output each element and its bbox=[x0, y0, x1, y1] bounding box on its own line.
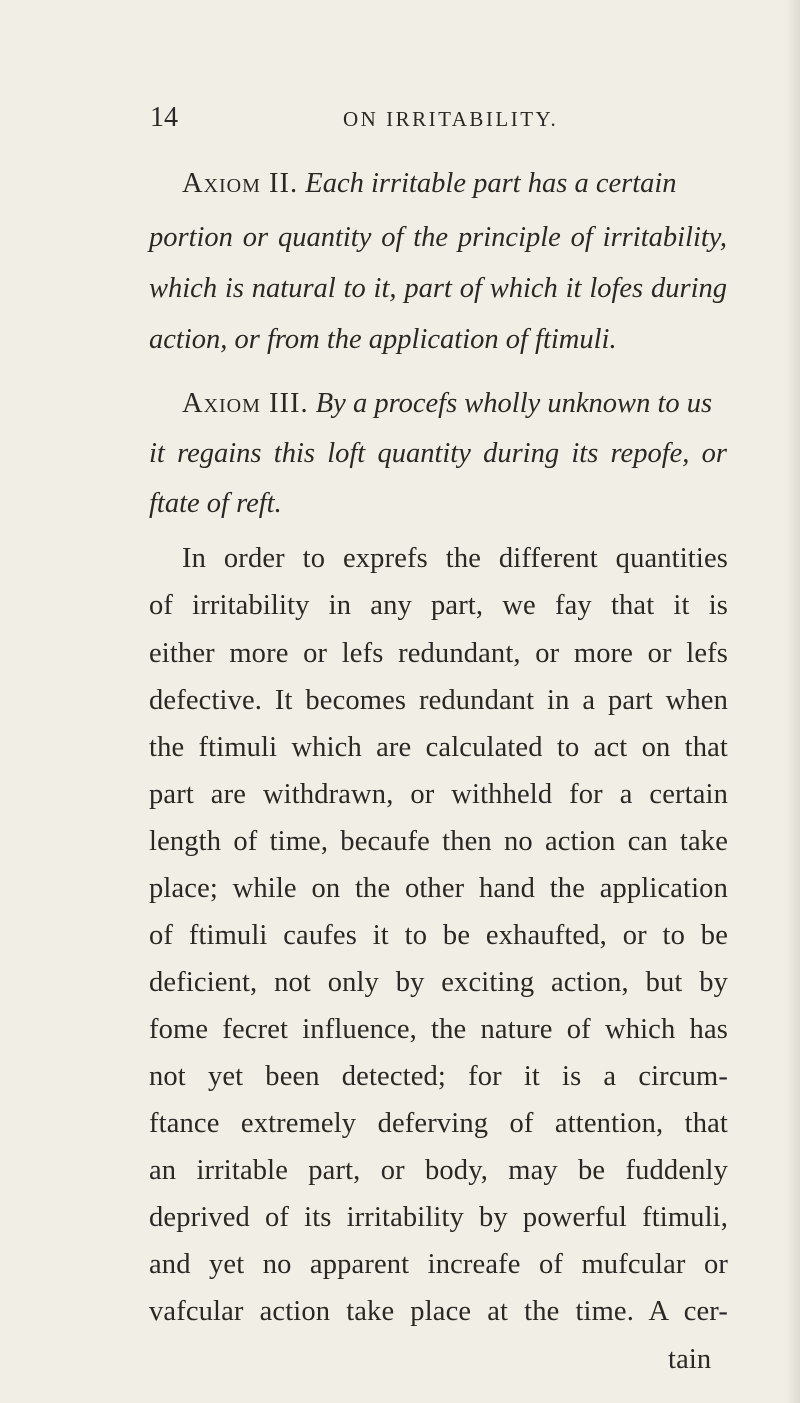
axiom-2-line-4: action, or from the application of ftimuli. bbox=[149, 324, 617, 355]
axiom-2-line-2: portion or quantity of the principle of irritability, bbox=[149, 222, 727, 253]
paragraph-line: ftance extremely deferving of attention, that bbox=[149, 1108, 728, 1139]
axiom-3-line-1 bbox=[182, 384, 712, 424]
paragraph-line: and yet no apparent increafe of mufcular or bbox=[149, 1249, 728, 1280]
paragraph-line: In order to exprefs the different quantities bbox=[182, 543, 728, 574]
paragraph-line: the ftimuli which are calculated to act on that bbox=[149, 732, 728, 763]
axiom-2-line-1 bbox=[182, 164, 677, 204]
paragraph-line: deprived of its irritability by powerful ftimuli, bbox=[149, 1202, 728, 1233]
paragraph-line: defective. It becomes redundant in a part when bbox=[149, 685, 728, 716]
paragraph-line: of ftimuli caufes it to be exhaufted, or to be bbox=[149, 920, 728, 951]
page-number: 14 bbox=[150, 102, 178, 133]
paragraph-line: place; while on the other hand the application bbox=[149, 873, 728, 904]
catchword: tain bbox=[668, 1344, 712, 1375]
axiom-3-label: Axiom III. bbox=[182, 388, 309, 419]
axiom-3-line-2: it regains this loft quantity during its repofe, or bbox=[149, 438, 727, 469]
paragraph-line: either more or lefs redundant, or more or lefs bbox=[149, 638, 728, 669]
paragraph-line: not yet been detected; for it is a circum- bbox=[149, 1061, 728, 1092]
running-head: ON IRRITABILITY. bbox=[343, 107, 559, 131]
axiom-3-line-3: ftate of reft. bbox=[149, 488, 282, 519]
axiom-2-label: Axiom II. bbox=[182, 168, 299, 199]
axiom-2-line-3: which is natural to it, part of which it lofes during bbox=[149, 273, 727, 304]
paragraph-line: fome fecret influence, the nature of which has bbox=[149, 1014, 728, 1045]
paragraph-line: an irritable part, or body, may be fuddenly bbox=[149, 1155, 728, 1186]
axiom-3-text: By a procefs wholly unknown to us bbox=[315, 388, 713, 419]
paragraph-line: vafcular action take place at the time. A cer- bbox=[149, 1296, 728, 1327]
paragraph-line: of irritability in any part, we fay that it is bbox=[149, 590, 728, 621]
paragraph-line: deficient, not only by exciting action, but by bbox=[149, 967, 728, 998]
paragraph-line: length of time, becaufe then no action can take bbox=[149, 826, 728, 857]
axiom-2-text: Each irritable part has a certain bbox=[305, 168, 677, 199]
page-header bbox=[150, 102, 710, 134]
page-edge-shadow bbox=[786, 0, 800, 1403]
paragraph-line: part are withdrawn, or withheld for a certain bbox=[149, 779, 728, 810]
